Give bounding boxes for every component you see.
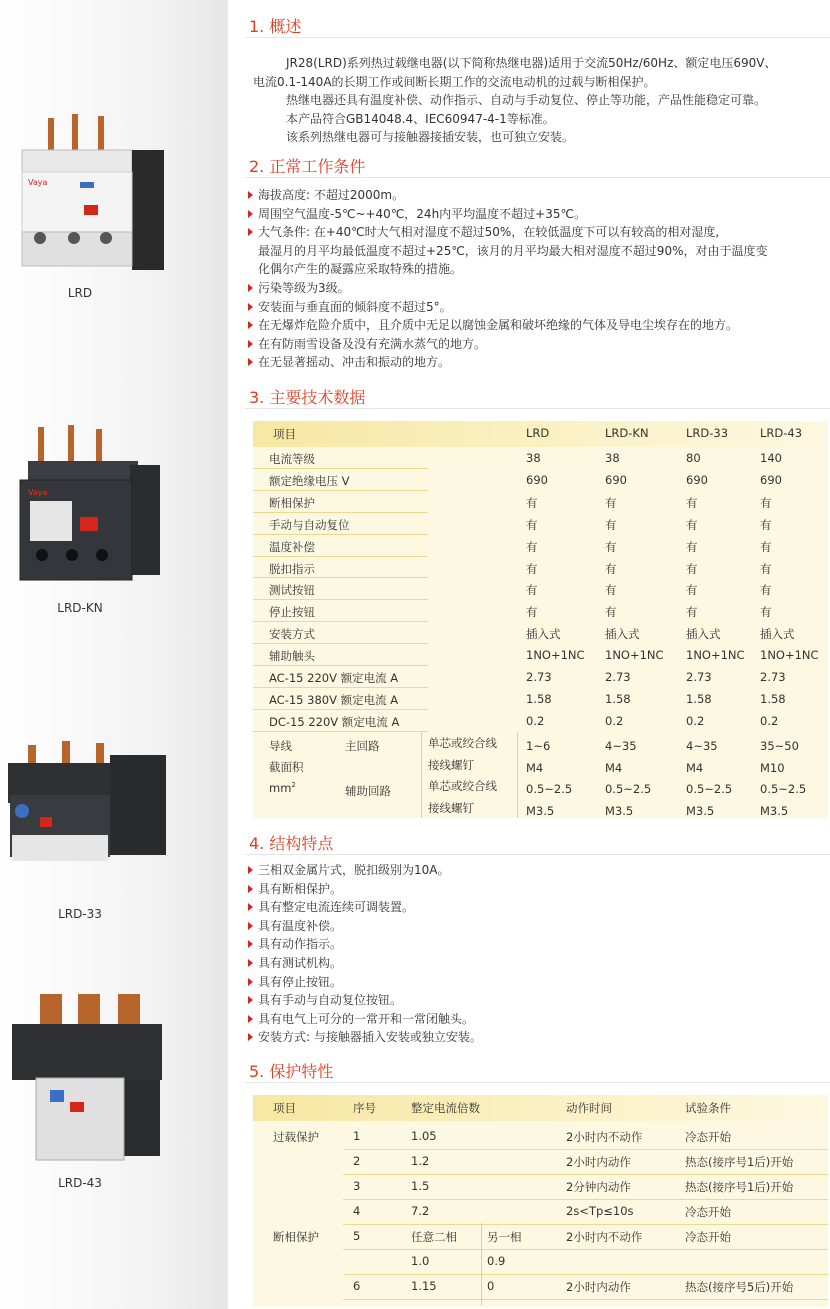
prot-header-col: 项目: [273, 1101, 296, 1115]
prot-cond: 冷态开始: [685, 1130, 731, 1144]
list-item: 具有手动与自动复位按钮。: [245, 991, 830, 1010]
spec-cell: 有: [526, 517, 538, 532]
list-item: 具有电气上可分的一常开和一常闭触头。: [245, 1010, 830, 1029]
product-gallery: [0, 0, 228, 1309]
prot-mult2: 0: [487, 1279, 495, 1293]
spec-cell: 插入式: [605, 627, 640, 642]
spec-cell: 有: [605, 539, 617, 554]
conditions-list: [245, 186, 830, 372]
spec-cell: 有: [760, 561, 772, 576]
spec-row-label: DC-15 220V 额定电流 A: [269, 714, 400, 729]
row-divider: [343, 1249, 828, 1250]
wire-cell: 4~35: [605, 739, 637, 753]
wire-cell: 0.5~2.5: [686, 782, 733, 796]
wire-aux-circuit: 辅助回路: [345, 784, 391, 798]
row-divider: [343, 1274, 828, 1275]
spec-cell: 有: [526, 583, 538, 598]
product-lrd-33: [0, 735, 228, 935]
lrd-kn-product-image: [0, 425, 180, 595]
spec-cell: 1NO+1NC: [686, 648, 745, 663]
spec-row-label: AC-15 380V 额定电流 A: [269, 692, 399, 707]
features-list: [245, 861, 830, 1047]
list-item: 具有温度补偿。: [245, 917, 830, 936]
lrd-33-product-image: [0, 735, 180, 875]
prot-mult: 1.0: [411, 1254, 430, 1268]
wire-cell: M3.5: [526, 803, 555, 818]
row-divider: [343, 1174, 828, 1175]
list-item: 安装方式: 与接触器插入安装或独立安装。: [245, 1028, 830, 1047]
spec-row-label: 停止按钮: [269, 605, 315, 620]
wire-kind: 接线螺钉: [428, 800, 474, 815]
row-divider: [253, 512, 428, 513]
prot-time: 2小时内动作: [566, 1155, 631, 1169]
row-divider: [253, 709, 428, 710]
prot-no: 1: [353, 1129, 361, 1143]
row-divider: [253, 534, 428, 535]
spec-cell: 2.73: [526, 670, 552, 684]
list-item: 周围空气温度-5℃~+40℃，24h内平均温度不超过+35℃。: [245, 205, 830, 224]
spec-cell: 有: [760, 517, 772, 532]
prot-header-col: 试验条件: [685, 1101, 731, 1115]
prot-mult: 任意二相: [411, 1230, 457, 1244]
spec-cell: 有: [526, 495, 538, 510]
prot-cond: 热态(接序号1后)开始: [685, 1155, 794, 1169]
product-lrd-kn: [0, 425, 228, 625]
prot-mult: 7.2: [411, 1204, 430, 1218]
row-divider: [253, 599, 428, 600]
prot-no: 2: [353, 1154, 361, 1168]
list-item: 具有停止按钮。: [245, 973, 830, 992]
section-4-title: 4. 结构特点: [245, 825, 830, 855]
list-item-continuation: 化偶尔产生的凝露应采取特殊的措施。: [258, 262, 463, 277]
spec-cell: 1NO+1NC: [526, 648, 585, 663]
prot-cond: 冷态开始: [685, 1205, 731, 1219]
wire-cell: M4: [526, 760, 544, 775]
lrd-33-caption: LRD-33: [58, 907, 102, 921]
prot-header-col: 动作时间: [566, 1101, 612, 1115]
lrd-43-caption: LRD-43: [58, 1176, 102, 1190]
spec-cell: 1.58: [686, 691, 712, 706]
wire-cell: M4: [686, 760, 704, 775]
group-phase-loss: 断相保护: [273, 1230, 319, 1244]
overview-text: JR28(LRD)系列热过载继电器(以下简称热继电器)适用于交流50Hz/60Hz、额定电压690V、 电流0.1-140A的长期工作或间断长期工作的交流电动机的过载与断相保护。 热继电器还具有温度补偿、动作指示、自动与手动复位、停止等功能，产品性能稳定可靠。 本产品符合GB14048.4、IEC60947-4-1等标准。 该系列热继电器可与接触器接插安装，也可独立安装。: [253, 56, 777, 144]
row-divider: [253, 731, 428, 732]
prot-mult: 1.15: [411, 1279, 437, 1293]
row-divider: [343, 1149, 828, 1150]
wire-cell: M3.5: [605, 803, 634, 818]
spec-cell: 690: [526, 472, 548, 487]
wire-cell: M4: [605, 760, 623, 775]
spec-cell: 有: [686, 605, 698, 620]
wire-cell: M3.5: [686, 803, 715, 818]
spec-row-label: AC-15 220V 额定电流 A: [269, 671, 399, 685]
wire-cell: 35~50: [760, 739, 799, 753]
row-divider: [253, 687, 428, 688]
spec-cell: 有: [526, 539, 538, 554]
spec-cell: 有: [686, 561, 698, 576]
section-2-title: 2. 正常工作条件: [245, 148, 830, 178]
spec-row-label: 断相保护: [269, 495, 315, 510]
spec-cell: 有: [526, 605, 538, 620]
list-item: 在无显著摇动、冲击和振动的地方。: [245, 353, 830, 372]
spec-cell: 有: [760, 583, 772, 598]
prot-cond: 热态(接序号1后)开始: [685, 1180, 794, 1194]
spec-row-label: 手动与自动复位: [269, 517, 350, 532]
list-item: 海拔高度: 不超过2000m。: [245, 186, 830, 205]
wire-cell: M3.5: [760, 803, 789, 818]
spec-row-label: 测试按钮: [269, 583, 315, 598]
wire-label: 截面积: [269, 760, 304, 774]
spec-cell: 0.2: [760, 713, 779, 728]
spec-cell: 0.2: [605, 713, 624, 728]
list-item-continuation: 最湿月的月平均最低温度不超过+25℃，该月的月平均最大相对湿度不超过90%，对由于温度变: [258, 243, 768, 258]
spec-row-label: 脱扣指示: [269, 561, 315, 576]
prot-no: 4: [353, 1204, 361, 1218]
spec-cell: 690: [686, 472, 708, 487]
list-item: 在无爆炸危险介质中，且介质中无足以腐蚀金属和破坏绝缘的气体及导电尘埃存在的地方。: [245, 316, 830, 335]
spec-cell: 插入式: [760, 627, 795, 642]
spec-cell: 插入式: [526, 627, 561, 642]
spec-cell: 140: [760, 451, 782, 465]
row-divider: [343, 1299, 828, 1300]
wire-label: 导线: [269, 739, 292, 753]
list-item: 大气条件: 在+40℃时大气相对湿度不超过50%，在较低温度下可以有较高的相对湿度,: [245, 223, 830, 242]
spec-table: [253, 421, 828, 818]
spec-cell: 0.2: [526, 713, 545, 728]
wire-kind: 单芯或绞合线: [428, 779, 497, 793]
spec-cell: 有: [605, 583, 617, 598]
row-divider: [343, 1199, 828, 1200]
spec-cell: 2.73: [605, 670, 631, 684]
prot-time: 2s<Tp≤10s: [566, 1204, 634, 1218]
row-divider: [253, 468, 428, 469]
row-divider: [253, 665, 428, 666]
spec-cell: 38: [526, 451, 541, 465]
prot-mult: 1.5: [411, 1179, 430, 1193]
spec-cell: 38: [605, 451, 620, 465]
product-lrd-43: [0, 990, 228, 1190]
spec-row-label: 额定绝缘电压 V: [269, 473, 350, 488]
prot-cond: 冷态开始: [685, 1230, 731, 1244]
lrd-product-image: [0, 110, 180, 280]
spec-cell: 2.73: [686, 670, 712, 684]
prot-header-col: 整定电流倍数: [411, 1101, 480, 1115]
list-item: 污染等级为3级。: [245, 279, 830, 298]
list-item: 具有整定电流连续可调装置。: [245, 898, 830, 917]
prot-no: 3: [353, 1179, 361, 1193]
wire-kind: 单芯或绞合线: [428, 736, 497, 750]
prot-time: 2小时内不动作: [566, 1130, 643, 1144]
spec-cell: 690: [605, 472, 627, 487]
list-item: 在有防雨雪设备及没有充满水蒸气的地方。: [245, 335, 830, 354]
protection-table: [253, 1095, 828, 1307]
spec-cell: 1.58: [605, 691, 631, 706]
wire-divider: [517, 732, 518, 818]
spec-row-label: 安装方式: [269, 627, 315, 642]
row-divider: [253, 621, 428, 622]
prot-time: 2小时内动作: [566, 1280, 631, 1294]
spec-cell: 有: [686, 495, 698, 510]
svg-text:Vaya: Vaya: [28, 488, 48, 497]
spec-header-col: LRD-KN: [605, 426, 649, 440]
spec-header-col: LRD: [526, 426, 550, 440]
prot-no: 6: [353, 1279, 361, 1293]
spec-cell: 有: [605, 495, 617, 510]
lrd-kn-caption: LRD-KN: [57, 601, 103, 615]
spec-cell: 有: [526, 561, 538, 576]
lrd-caption: LRD: [67, 286, 93, 300]
spec-header-col: LRD-33: [686, 426, 729, 440]
section-3-title: 3. 主要技术数据: [245, 379, 830, 409]
spec-row-label: 辅助触头: [269, 649, 315, 664]
protection-table-header: [253, 1095, 828, 1121]
lrd-43-product-image: [0, 990, 180, 1170]
spec-cell: 1NO+1NC: [760, 648, 819, 663]
row-divider: [253, 577, 428, 578]
prot-mult: 1.05: [411, 1129, 437, 1143]
spec-cell: 有: [686, 517, 698, 532]
prot-mult: 1.2: [411, 1154, 430, 1168]
spec-cell: 2.73: [760, 670, 786, 684]
list-item: 具有断相保护。: [245, 880, 830, 899]
wire-unit: $mm^2$: [269, 781, 296, 795]
spec-header-col: LRD-43: [760, 426, 803, 440]
section-1-title: 1. 概述: [245, 8, 830, 38]
wire-cell: 1~6: [526, 739, 551, 753]
wire-divider: [421, 732, 422, 818]
spec-cell: 690: [760, 472, 782, 487]
wire-cell: 0.5~2.5: [605, 782, 652, 796]
list-item: 安装面与垂直面的倾斜度不超过5°。: [245, 298, 830, 317]
wire-cell: M10: [760, 760, 785, 775]
svg-text:Vaya: Vaya: [28, 178, 48, 187]
spec-cell: 80: [686, 451, 701, 465]
row-divider: [253, 556, 428, 557]
spec-cell: 有: [605, 605, 617, 620]
prot-mult2: 0.9: [487, 1254, 506, 1268]
spec-cell: 有: [760, 605, 772, 620]
product-lrd: [0, 110, 228, 310]
spec-cell: 插入式: [686, 627, 721, 642]
list-item: 具有测试机构。: [245, 954, 830, 973]
spec-header-item: 项目: [273, 427, 296, 441]
wire-main-circuit: 主回路: [345, 739, 380, 753]
spec-cell: 有: [605, 517, 617, 532]
prot-mult2: 另一相: [487, 1230, 522, 1244]
spec-row-label: 电流等级: [269, 452, 315, 466]
spec-cell: 有: [760, 495, 772, 510]
prot-cond: 热态(接序号5后)开始: [685, 1280, 794, 1294]
spec-cell: 有: [686, 583, 698, 598]
prot-time: 2分钟内动作: [566, 1180, 631, 1194]
spec-cell: 0.2: [686, 713, 705, 728]
row-divider: [253, 490, 428, 491]
spec-cell: 1NO+1NC: [605, 648, 664, 663]
spec-cell: 有: [605, 561, 617, 576]
spec-cell: 有: [686, 539, 698, 554]
wire-kind: 接线螺钉: [428, 757, 474, 772]
wire-cell: 0.5~2.5: [526, 782, 573, 796]
prot-no: 5: [353, 1229, 361, 1243]
section-5-title: 5. 保护特性: [245, 1053, 830, 1083]
spec-cell: 1.58: [526, 691, 552, 706]
row-divider: [253, 643, 428, 644]
list-item: 三相双金属片式，脱扣级别为10A。: [245, 861, 830, 880]
spec-cell: 1.58: [760, 691, 786, 706]
prot-header-col: 序号: [353, 1101, 376, 1115]
wire-cell: 4~35: [686, 739, 718, 753]
prot-time: 2小时内不动作: [566, 1230, 643, 1244]
wire-cell: 0.5~2.5: [760, 782, 807, 796]
spec-row-label: 温度补偿: [269, 539, 315, 554]
spec-cell: 有: [760, 539, 772, 554]
row-divider: [343, 1224, 828, 1225]
list-item: 具有动作指示。: [245, 935, 830, 954]
group-overload: 过载保护: [273, 1130, 319, 1144]
phase-divider: [481, 1223, 482, 1305]
